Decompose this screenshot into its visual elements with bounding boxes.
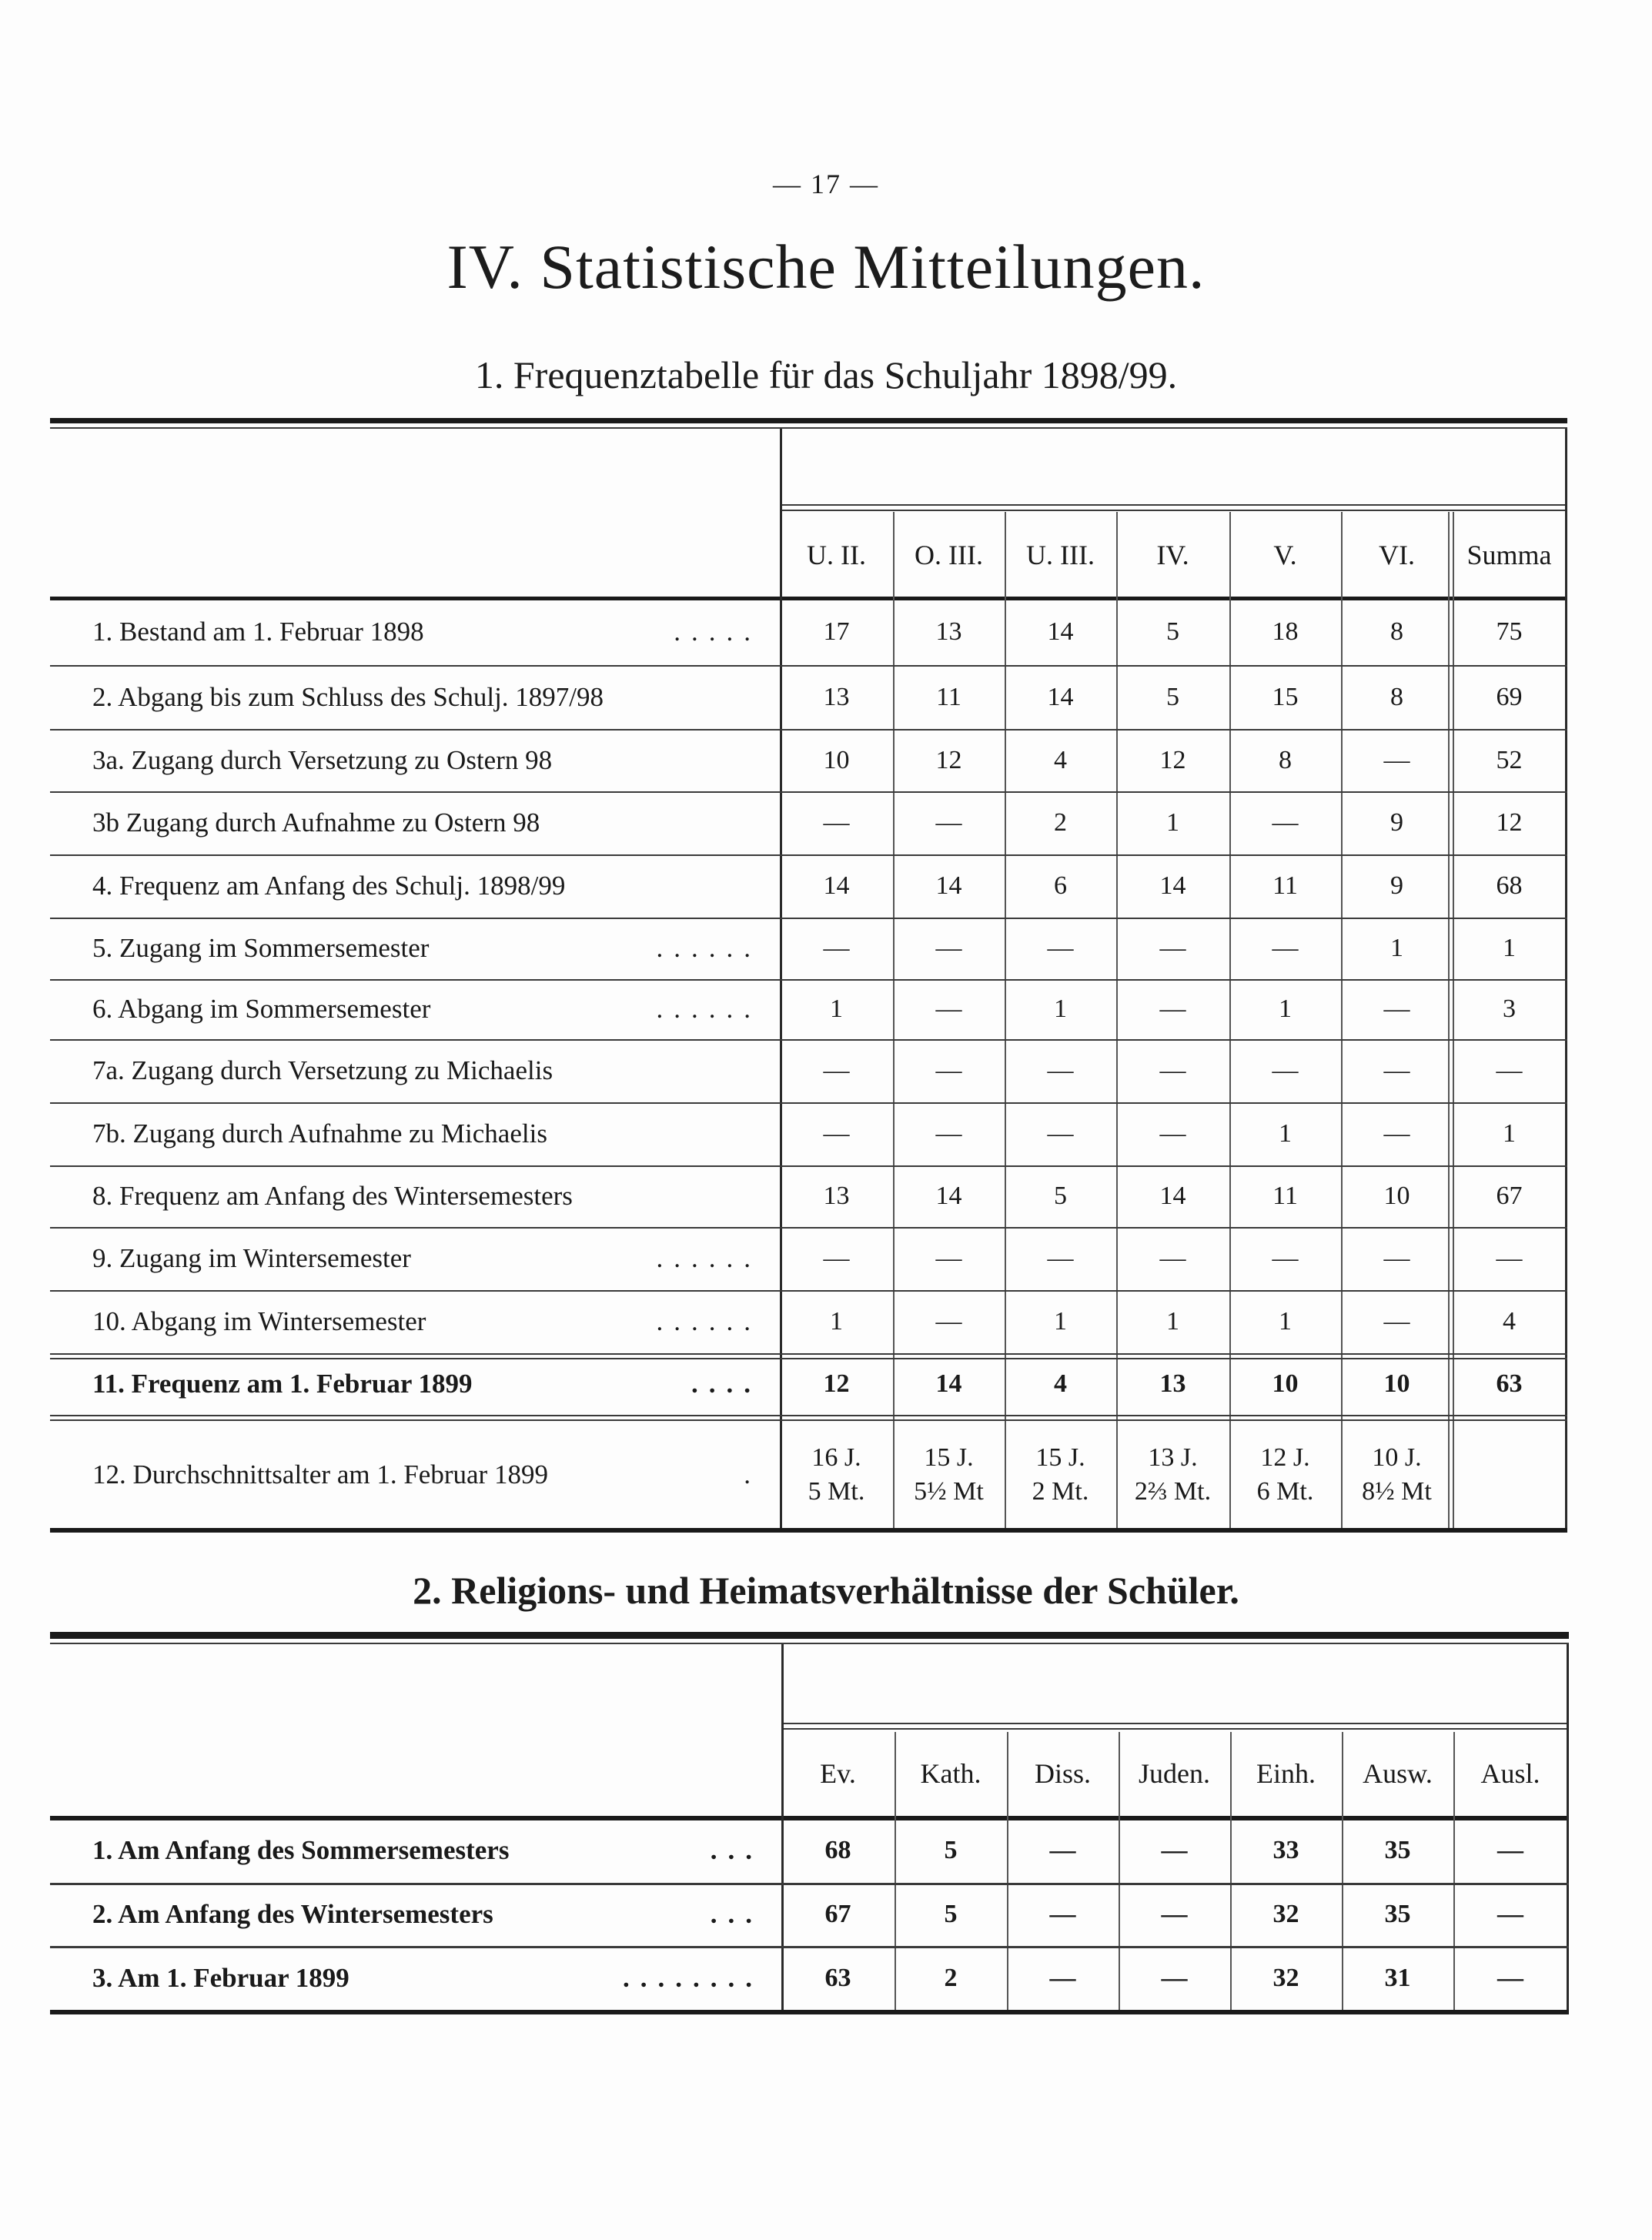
table-cell: — bbox=[935, 1307, 962, 1336]
table-cell: 5 bbox=[1054, 1182, 1067, 1210]
table-cell: 1 bbox=[1390, 934, 1403, 962]
table-cell: 17 bbox=[823, 617, 850, 646]
table-cell: 2 bbox=[1054, 808, 1067, 837]
table-cell: 63 bbox=[1496, 1369, 1523, 1398]
row-label bbox=[92, 1165, 764, 1227]
age-years: 12 J. bbox=[1260, 1443, 1310, 1472]
leader-dots: ...... bbox=[656, 1243, 761, 1273]
age-cell bbox=[1453, 1421, 1566, 1528]
table-cell: 33 bbox=[1272, 1836, 1299, 1864]
table-cell: 14 bbox=[1159, 1182, 1186, 1210]
table-cell: 1 bbox=[830, 995, 843, 1023]
table-cell: 32 bbox=[1272, 1900, 1299, 1928]
column-header: Kath. bbox=[920, 1758, 982, 1789]
table-cell: 13 bbox=[1159, 1369, 1186, 1398]
table-cell: — bbox=[1161, 1900, 1188, 1928]
table-cell: 18 bbox=[1272, 617, 1299, 646]
table-cell: 9 bbox=[1390, 871, 1403, 900]
table-cell: — bbox=[1159, 934, 1186, 962]
age-months: 6 Mt. bbox=[1256, 1476, 1314, 1506]
horizontal-rule bbox=[50, 1353, 1567, 1355]
table-cell: — bbox=[1272, 808, 1299, 837]
table-cell: 1 bbox=[1503, 1119, 1516, 1148]
table-cell: — bbox=[823, 1056, 850, 1085]
row-label bbox=[92, 599, 764, 665]
column-header: Einh. bbox=[1256, 1758, 1316, 1789]
horizontal-rule bbox=[780, 510, 1567, 511]
table-cell: 10 bbox=[1272, 1369, 1299, 1398]
horizontal-rule bbox=[780, 504, 1567, 506]
table-cell: 10 bbox=[823, 745, 850, 774]
age-years: 15 J. bbox=[1035, 1443, 1085, 1472]
table-cell: — bbox=[1159, 995, 1186, 1023]
horizontal-rule bbox=[50, 1290, 1567, 1292]
age-months: 2⅔ Mt. bbox=[1134, 1476, 1212, 1506]
table-cell: 5 bbox=[944, 1900, 958, 1928]
column-header: Summa bbox=[1466, 539, 1552, 570]
row-label bbox=[92, 1227, 764, 1290]
leader-dots: ... bbox=[710, 1899, 763, 1929]
row-label bbox=[92, 979, 764, 1039]
table-cell: 9 bbox=[1390, 808, 1403, 837]
horizontal-rule bbox=[50, 1946, 1569, 1948]
table-cell: 68 bbox=[1496, 871, 1523, 900]
table2-title: 2. Religions- und Heimatsverhältnisse der Schüler. bbox=[413, 1569, 1239, 1612]
column-header: Diss. bbox=[1034, 1758, 1092, 1789]
age-cell bbox=[1229, 1421, 1341, 1528]
table-cell: 8 bbox=[1279, 745, 1292, 774]
table-cell: 75 bbox=[1496, 617, 1523, 646]
table-cell: — bbox=[1047, 1056, 1074, 1085]
table-cell: — bbox=[935, 1056, 962, 1085]
table-cell: 5 bbox=[1166, 682, 1179, 711]
table-cell: — bbox=[1049, 1900, 1076, 1928]
age-months: 2 Mt. bbox=[1032, 1476, 1089, 1506]
row-label-text: 6. Abgang im Sommersemester bbox=[92, 994, 431, 1024]
age-years: 13 J. bbox=[1148, 1443, 1198, 1472]
column-header: IV. bbox=[1156, 539, 1189, 570]
table-cell: 31 bbox=[1384, 1963, 1411, 1992]
table-cell: 1 bbox=[1279, 995, 1292, 1023]
table-cell: — bbox=[1497, 1836, 1523, 1864]
table-cell: — bbox=[1161, 1836, 1188, 1864]
age-years: 16 J. bbox=[811, 1443, 861, 1472]
age-cell bbox=[780, 1421, 893, 1528]
horizontal-rule bbox=[50, 854, 1567, 856]
column-header: Ev. bbox=[820, 1758, 856, 1789]
horizontal-rule bbox=[50, 1227, 1567, 1229]
table-cell: 12 bbox=[823, 1369, 850, 1398]
horizontal-rule bbox=[50, 979, 1567, 981]
table-cell: 67 bbox=[1496, 1182, 1523, 1210]
horizontal-rule bbox=[50, 1632, 1569, 1639]
age-months: 8½ Mt bbox=[1362, 1476, 1432, 1506]
row-label bbox=[92, 1883, 766, 1946]
table-cell: 6 bbox=[1054, 871, 1067, 900]
row-label-text: 4. Frequenz am Anfang des Schulj. 1898/99 bbox=[92, 871, 566, 901]
horizontal-rule bbox=[50, 2010, 1569, 2014]
horizontal-rule bbox=[50, 1165, 1567, 1167]
age-years: 10 J. bbox=[1372, 1443, 1422, 1472]
table-cell: 2 bbox=[944, 1963, 958, 1992]
row-label bbox=[92, 1818, 766, 1883]
table-cell: 1 bbox=[830, 1307, 843, 1336]
column-header: U. III. bbox=[1026, 539, 1095, 570]
table-cell: 8 bbox=[1390, 682, 1403, 711]
table-cell: 68 bbox=[824, 1836, 851, 1864]
row-label-text: 9. Zugang im Wintersemester bbox=[92, 1243, 411, 1273]
table-cell: 32 bbox=[1272, 1963, 1299, 1992]
row-label bbox=[92, 791, 764, 854]
horizontal-rule bbox=[50, 418, 1567, 423]
row-label bbox=[92, 1102, 764, 1165]
table-cell: 13 bbox=[823, 1182, 850, 1210]
table-cell: — bbox=[1496, 1056, 1523, 1085]
horizontal-rule bbox=[50, 665, 1567, 667]
table-cell: — bbox=[823, 934, 850, 962]
row-label-text: 2. Abgang bis zum Schluss des Schulj. 1897/98 bbox=[92, 681, 604, 712]
row-label-text: 1. Am Anfang des Sommersemesters bbox=[92, 1835, 510, 1865]
table-cell: 13 bbox=[823, 682, 850, 711]
row-label-text: 3a. Zugang durch Versetzung zu Ostern 98 bbox=[92, 744, 553, 775]
table-cell: — bbox=[935, 934, 962, 962]
horizontal-rule bbox=[50, 1415, 1567, 1416]
table-cell: 5 bbox=[1166, 617, 1179, 646]
table-cell: 11 bbox=[1272, 871, 1298, 900]
horizontal-rule bbox=[50, 1039, 1567, 1041]
table-cell: — bbox=[1383, 1307, 1410, 1336]
horizontal-rule bbox=[50, 1528, 1567, 1533]
leader-dots: . bbox=[744, 1459, 761, 1489]
table-cell: — bbox=[1161, 1963, 1188, 1992]
table-cell: — bbox=[1272, 934, 1299, 962]
table-cell: 35 bbox=[1384, 1900, 1411, 1928]
horizontal-rule bbox=[50, 791, 1567, 793]
table-cell: — bbox=[935, 808, 962, 837]
table-cell: 1 bbox=[1279, 1119, 1292, 1148]
table-cell: — bbox=[935, 995, 962, 1023]
table-cell: — bbox=[1383, 1119, 1410, 1148]
table-cell: — bbox=[1496, 1244, 1523, 1272]
row-label-text: 3. Am 1. Februar 1899 bbox=[92, 1962, 349, 1993]
age-months: 5½ Mt bbox=[914, 1476, 984, 1506]
row-label bbox=[92, 729, 764, 791]
column-header: VI. bbox=[1379, 539, 1415, 570]
table-cell: 15 bbox=[1272, 682, 1299, 711]
horizontal-rule bbox=[50, 1883, 1569, 1885]
table-cell: — bbox=[1383, 1056, 1410, 1085]
page-number: — 17 — bbox=[773, 169, 879, 199]
table-cell: 1 bbox=[1279, 1307, 1292, 1336]
table-cell: 67 bbox=[824, 1900, 851, 1928]
table-cell: — bbox=[1047, 934, 1074, 962]
table-cell: 11 bbox=[936, 682, 961, 711]
table-cell: — bbox=[1383, 1244, 1410, 1272]
table-cell: 12 bbox=[935, 745, 962, 774]
table-cell: 1 bbox=[1054, 1307, 1067, 1336]
table-cell: 1 bbox=[1166, 1307, 1179, 1336]
leader-dots: .... bbox=[691, 1369, 761, 1399]
row-label-text: 12. Durchschnittsalter am 1. Februar 1899 bbox=[92, 1459, 548, 1489]
table-cell: 4 bbox=[1054, 1369, 1067, 1398]
age-cell bbox=[1005, 1421, 1116, 1528]
table-cell: 4 bbox=[1054, 745, 1067, 774]
table-cell: — bbox=[1159, 1056, 1186, 1085]
table-cell: 69 bbox=[1496, 682, 1523, 711]
table-cell: 5 bbox=[944, 1836, 958, 1864]
row-label-text: 7b. Zugang durch Aufnahme zu Michaelis bbox=[92, 1118, 547, 1148]
column-header: V. bbox=[1273, 539, 1297, 570]
horizontal-rule bbox=[50, 918, 1567, 919]
column-header: Ausl. bbox=[1480, 1758, 1540, 1789]
age-cell bbox=[1341, 1421, 1453, 1528]
row-label bbox=[92, 1353, 764, 1415]
leader-dots: ..... bbox=[674, 617, 761, 647]
table-cell: 3 bbox=[1503, 995, 1516, 1023]
row-label-text: 8. Frequenz am Anfang des Wintersemesters bbox=[92, 1181, 573, 1211]
table-cell: — bbox=[1049, 1963, 1076, 1992]
row-label-text: 10. Abgang im Wintersemester bbox=[92, 1306, 426, 1336]
leader-dots: ........ bbox=[623, 1962, 763, 1993]
table-cell: — bbox=[935, 1119, 962, 1148]
table-cell: 10 bbox=[1383, 1369, 1410, 1398]
leader-dots: ... bbox=[710, 1835, 763, 1865]
table-cell: — bbox=[823, 1119, 850, 1148]
table-cell: 52 bbox=[1496, 745, 1523, 774]
section-title: IV. Statistische Mitteilungen. bbox=[446, 232, 1206, 302]
horizontal-rule bbox=[781, 1723, 1569, 1724]
table-cell: — bbox=[1497, 1963, 1523, 1992]
age-years: 15 J. bbox=[924, 1443, 974, 1472]
row-label-text: 2. Am Anfang des Wintersemesters bbox=[92, 1899, 493, 1929]
column-header: U. II. bbox=[807, 539, 866, 570]
table-cell: — bbox=[1159, 1119, 1186, 1148]
table-cell: — bbox=[1383, 995, 1410, 1023]
row-label-text: 3b Zugang durch Aufnahme zu Ostern 98 bbox=[92, 807, 540, 837]
table-cell: 12 bbox=[1496, 808, 1523, 837]
table-cell: — bbox=[1272, 1056, 1299, 1085]
column-header: O. III. bbox=[915, 539, 983, 570]
table-cell: — bbox=[1047, 1244, 1074, 1272]
table-cell: 63 bbox=[824, 1963, 851, 1992]
table-cell: 14 bbox=[1047, 617, 1074, 646]
row-label-text: 7a. Zugang durch Versetzung zu Michaelis bbox=[92, 1055, 553, 1085]
row-label bbox=[92, 918, 764, 979]
table-cell: 4 bbox=[1503, 1307, 1516, 1336]
table-cell: — bbox=[1383, 745, 1410, 774]
table-cell: 1 bbox=[1503, 934, 1516, 962]
leader-dots: ...... bbox=[656, 1306, 761, 1336]
table-cell: 14 bbox=[935, 1369, 962, 1398]
table1-title: 1. Frequenztabelle für das Schuljahr 1898/99. bbox=[474, 353, 1178, 396]
table-cell: — bbox=[1497, 1900, 1523, 1928]
table-cell: 10 bbox=[1383, 1182, 1410, 1210]
leader-dots: ...... bbox=[656, 994, 761, 1024]
row-label-text: 5. Zugang im Sommersemester bbox=[92, 933, 430, 963]
row-label bbox=[92, 1290, 764, 1353]
row-label bbox=[92, 665, 764, 729]
table-cell: — bbox=[935, 1244, 962, 1272]
horizontal-rule bbox=[50, 1643, 1569, 1644]
table-cell: 14 bbox=[935, 1182, 962, 1210]
table-cell: — bbox=[1049, 1836, 1076, 1864]
table-cell: 1 bbox=[1054, 995, 1067, 1023]
table-cell: 13 bbox=[935, 617, 962, 646]
table-cell: — bbox=[823, 1244, 850, 1272]
horizontal-rule bbox=[50, 427, 1567, 429]
table-cell: 1 bbox=[1166, 808, 1179, 837]
age-months: 5 Mt. bbox=[808, 1476, 865, 1506]
horizontal-rule bbox=[50, 1102, 1567, 1104]
row-label bbox=[92, 1039, 764, 1102]
table-cell: — bbox=[823, 808, 850, 837]
horizontal-rule bbox=[50, 729, 1567, 731]
row-label-text: 1. Bestand am 1. Februar 1898 bbox=[92, 617, 424, 647]
age-cell bbox=[1116, 1421, 1229, 1528]
table-cell: — bbox=[1272, 1244, 1299, 1272]
table-cell: 35 bbox=[1384, 1836, 1411, 1864]
horizontal-rule bbox=[781, 1728, 1569, 1730]
age-cell bbox=[893, 1421, 1005, 1528]
table-cell: — bbox=[1159, 1244, 1186, 1272]
row-label-text: 11. Frequenz am 1. Februar 1899 bbox=[92, 1369, 473, 1399]
row-label bbox=[92, 854, 764, 918]
horizontal-rule bbox=[50, 1358, 1567, 1359]
column-header: Juden. bbox=[1139, 1758, 1210, 1789]
column-header: Ausw. bbox=[1363, 1758, 1433, 1789]
row-label bbox=[92, 1946, 766, 2010]
table-cell: 14 bbox=[1047, 682, 1074, 711]
table-cell: 11 bbox=[1272, 1182, 1298, 1210]
table-cell: 14 bbox=[935, 871, 962, 900]
table-cell: — bbox=[1047, 1119, 1074, 1148]
table-cell: 14 bbox=[823, 871, 850, 900]
table-cell: 8 bbox=[1390, 617, 1403, 646]
leader-dots: ...... bbox=[656, 933, 761, 963]
table-cell: 12 bbox=[1159, 745, 1186, 774]
row-label bbox=[92, 1421, 764, 1528]
table-cell: 14 bbox=[1159, 871, 1186, 900]
